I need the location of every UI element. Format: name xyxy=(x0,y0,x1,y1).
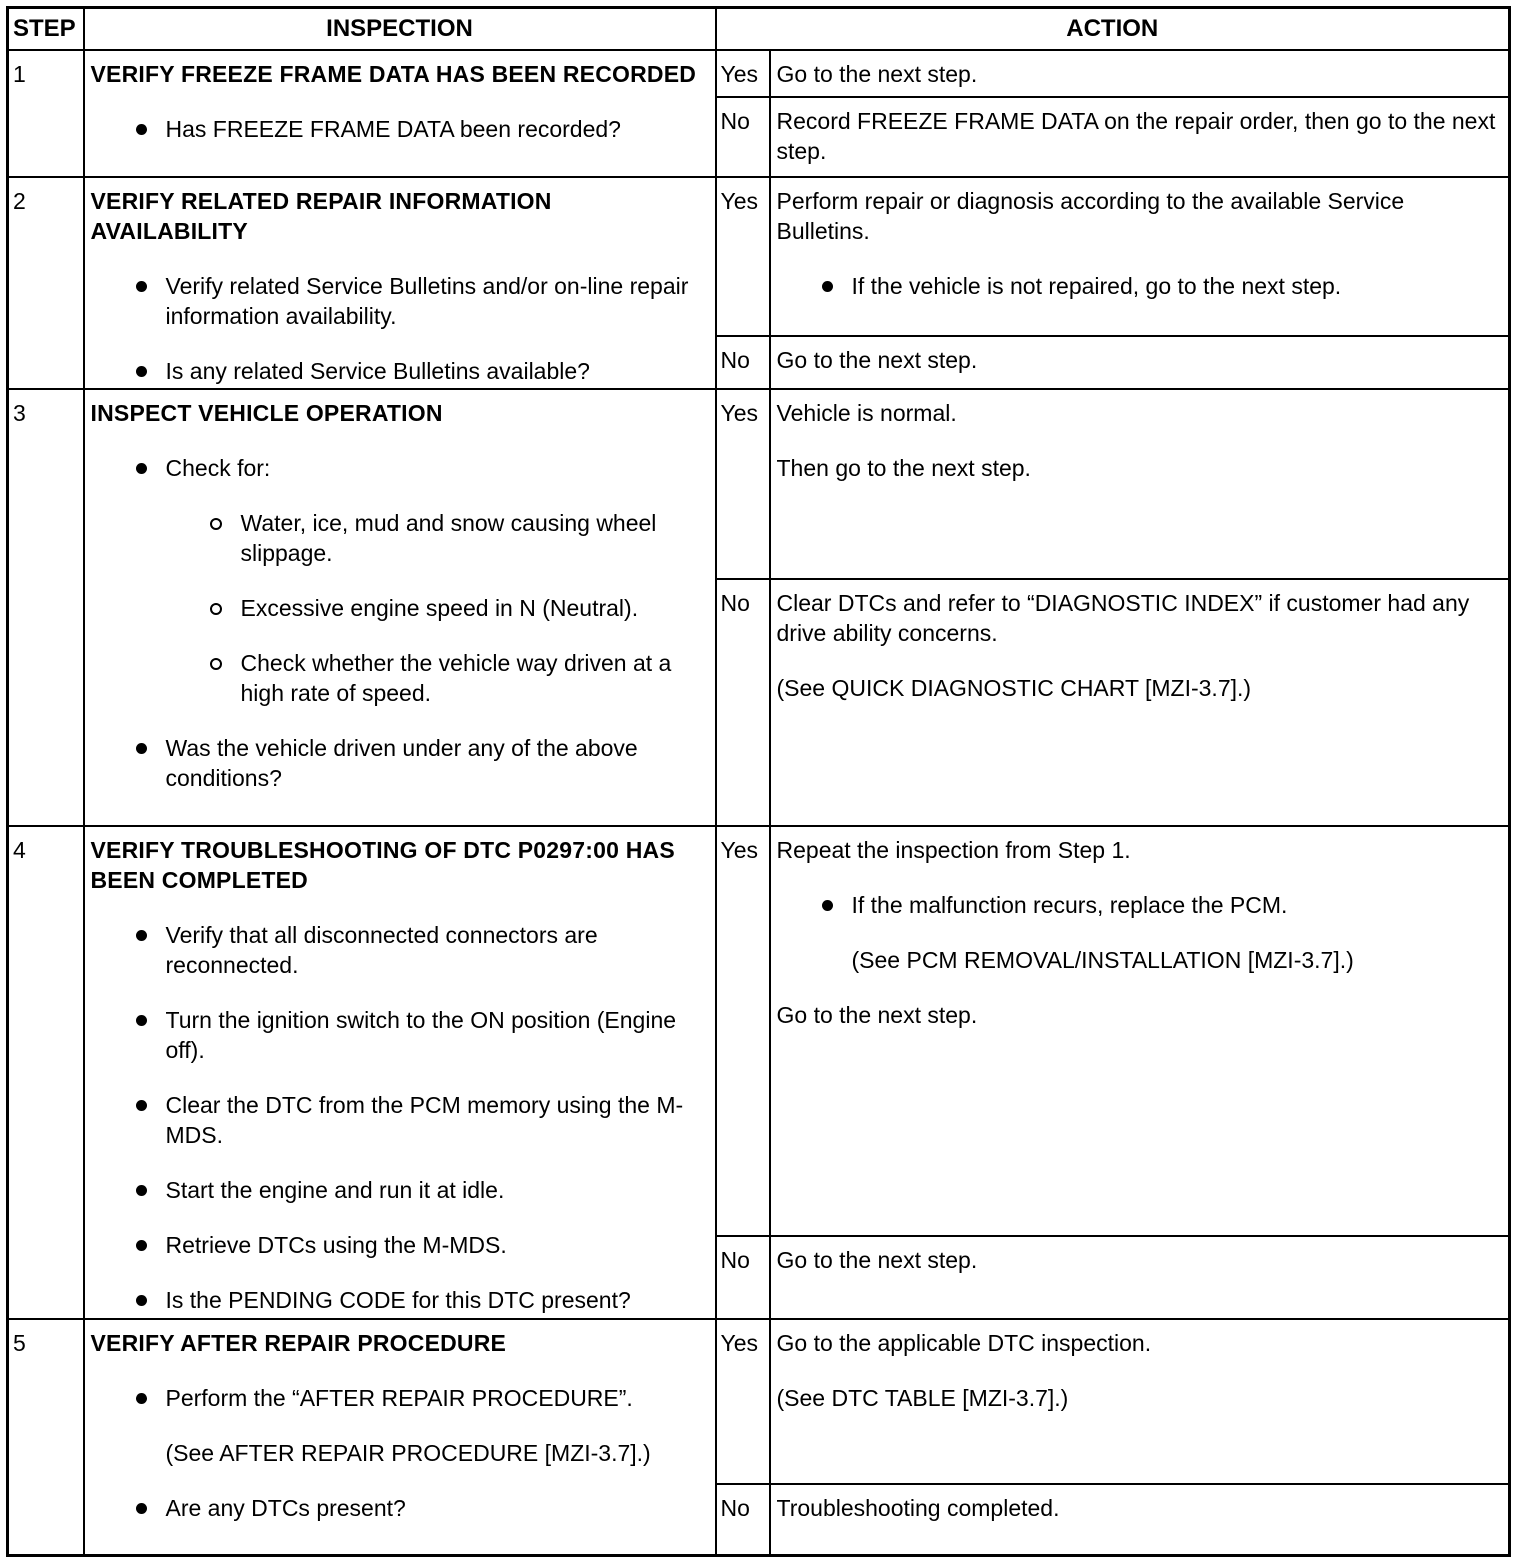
action-reference: (See QUICK DIAGNOSTIC CHART [MZI-3.7].) xyxy=(776,674,1252,701)
bullet-item: Is any related Service Bulletins available? xyxy=(91,356,709,386)
inspection-title: VERIFY AFTER REPAIR PROCEDURE xyxy=(90,1329,507,1356)
step-number: 2 xyxy=(8,177,84,389)
action-text: Troubleshooting completed. xyxy=(776,1494,1060,1521)
step-number: 4 xyxy=(8,826,84,1319)
action-bullet: If the vehicle is not repaired, go to the next step. xyxy=(777,271,1503,301)
action-reference: (See PCM REMOVAL/INSTALLATION [MZI-3.7].) xyxy=(851,946,1354,973)
inspection-cell xyxy=(84,177,716,389)
troubleshooting-table xyxy=(6,6,1511,1557)
inspection-cell xyxy=(84,50,716,177)
no-action xyxy=(770,1484,1510,1556)
bullet-item: Perform the “AFTER REPAIR PROCEDURE”. xyxy=(91,1383,709,1413)
header-action: ACTION xyxy=(716,8,1510,50)
bullet-item: Was the vehicle driven under any of the above conditions? xyxy=(91,733,709,793)
inspection-title: VERIFY RELATED REPAIR INFORMATION AVAILABILITY xyxy=(90,187,552,244)
inspection-title: VERIFY TROUBLESHOOTING OF DTC P0297:00 HAS BEEN COMPLETED xyxy=(90,836,675,893)
header-row xyxy=(8,8,1510,50)
bullet-item: Has FREEZE FRAME DATA been recorded? xyxy=(91,114,709,144)
bullet-item: Verify that all disconnected connectors are reconnected. xyxy=(91,920,709,980)
action-text: Go to the next step. xyxy=(776,1246,978,1273)
bullet-item: Is the PENDING CODE for this DTC present? xyxy=(91,1285,709,1315)
action-text: Go to the applicable DTC inspection. xyxy=(776,1329,1152,1356)
yes-action xyxy=(770,50,1510,97)
action-text: Perform repair or diagnosis according to the available Service Bulletins. xyxy=(776,187,1405,244)
bullet-item: Check for: xyxy=(91,453,709,483)
inspection-cell xyxy=(84,1319,716,1556)
yes-label: Yes xyxy=(716,1319,770,1484)
no-action xyxy=(770,97,1510,177)
inspection-title: INSPECT VEHICLE OPERATION xyxy=(90,399,443,426)
sub-bullet-item: Excessive engine speed in N (Neutral). xyxy=(91,593,709,623)
action-text: Go to the next step. xyxy=(776,1001,978,1028)
no-action xyxy=(770,336,1510,389)
table-row xyxy=(8,50,1510,97)
inspection-cell xyxy=(84,389,716,826)
action-text: Repeat the inspection from Step 1. xyxy=(776,836,1131,863)
bullet-item: Verify related Service Bulletins and/or on-line repair information availability. xyxy=(91,271,709,331)
no-label: No xyxy=(716,97,770,177)
yes-label: Yes xyxy=(716,50,770,97)
table-row xyxy=(8,826,1510,1236)
table-row xyxy=(8,1319,1510,1484)
bullet-item: Start the engine and run it at idle. xyxy=(91,1175,709,1205)
action-reference: (See DTC TABLE [MZI-3.7].) xyxy=(776,1384,1069,1411)
no-label: No xyxy=(716,336,770,389)
step-number: 5 xyxy=(8,1319,84,1556)
step-number: 3 xyxy=(8,389,84,826)
action-text: Record FREEZE FRAME DATA on the repair order, then go to the next step. xyxy=(776,107,1496,164)
action-bullet: If the malfunction recurs, replace the PCM. xyxy=(777,890,1503,920)
header-step: STEP xyxy=(8,8,84,50)
yes-label: Yes xyxy=(716,177,770,336)
bullet-item: Turn the ignition switch to the ON position (Engine off). xyxy=(91,1005,709,1065)
yes-action xyxy=(770,177,1510,336)
action-text: Go to the next step. xyxy=(776,346,978,373)
inspection-cell xyxy=(84,826,716,1319)
yes-action xyxy=(770,1319,1510,1484)
yes-label: Yes xyxy=(716,389,770,579)
no-label: No xyxy=(716,1484,770,1556)
no-label: No xyxy=(716,579,770,826)
sub-bullet-item: Check whether the vehicle way driven at a high rate of speed. xyxy=(91,648,709,708)
inspection-title: VERIFY FREEZE FRAME DATA HAS BEEN RECORDED xyxy=(90,60,697,87)
table-row xyxy=(8,177,1510,336)
bullet-item: Retrieve DTCs using the M-MDS. xyxy=(91,1230,709,1260)
action-text: Clear DTCs and refer to “DIAGNOSTIC INDEX” if customer had any drive ability concerns. xyxy=(776,589,1470,646)
inspection-reference: (See AFTER REPAIR PROCEDURE [MZI-3.7].) xyxy=(165,1439,651,1466)
sub-bullet-item: Water, ice, mud and snow causing wheel slippage. xyxy=(91,508,709,568)
no-label: No xyxy=(716,1236,770,1319)
action-text: Go to the next step. xyxy=(776,60,978,87)
header-inspection: INSPECTION xyxy=(84,8,716,50)
no-action xyxy=(770,1236,1510,1319)
yes-label: Yes xyxy=(716,826,770,1236)
yes-action xyxy=(770,826,1510,1236)
no-action xyxy=(770,579,1510,826)
action-text: Then go to the next step. xyxy=(776,454,1031,481)
bullet-item: Clear the DTC from the PCM memory using the M-MDS. xyxy=(91,1090,709,1150)
step-number: 1 xyxy=(8,50,84,177)
action-text: Vehicle is normal. xyxy=(776,399,957,426)
yes-action xyxy=(770,389,1510,579)
bullet-item: Are any DTCs present? xyxy=(91,1493,709,1523)
table-row xyxy=(8,389,1510,579)
